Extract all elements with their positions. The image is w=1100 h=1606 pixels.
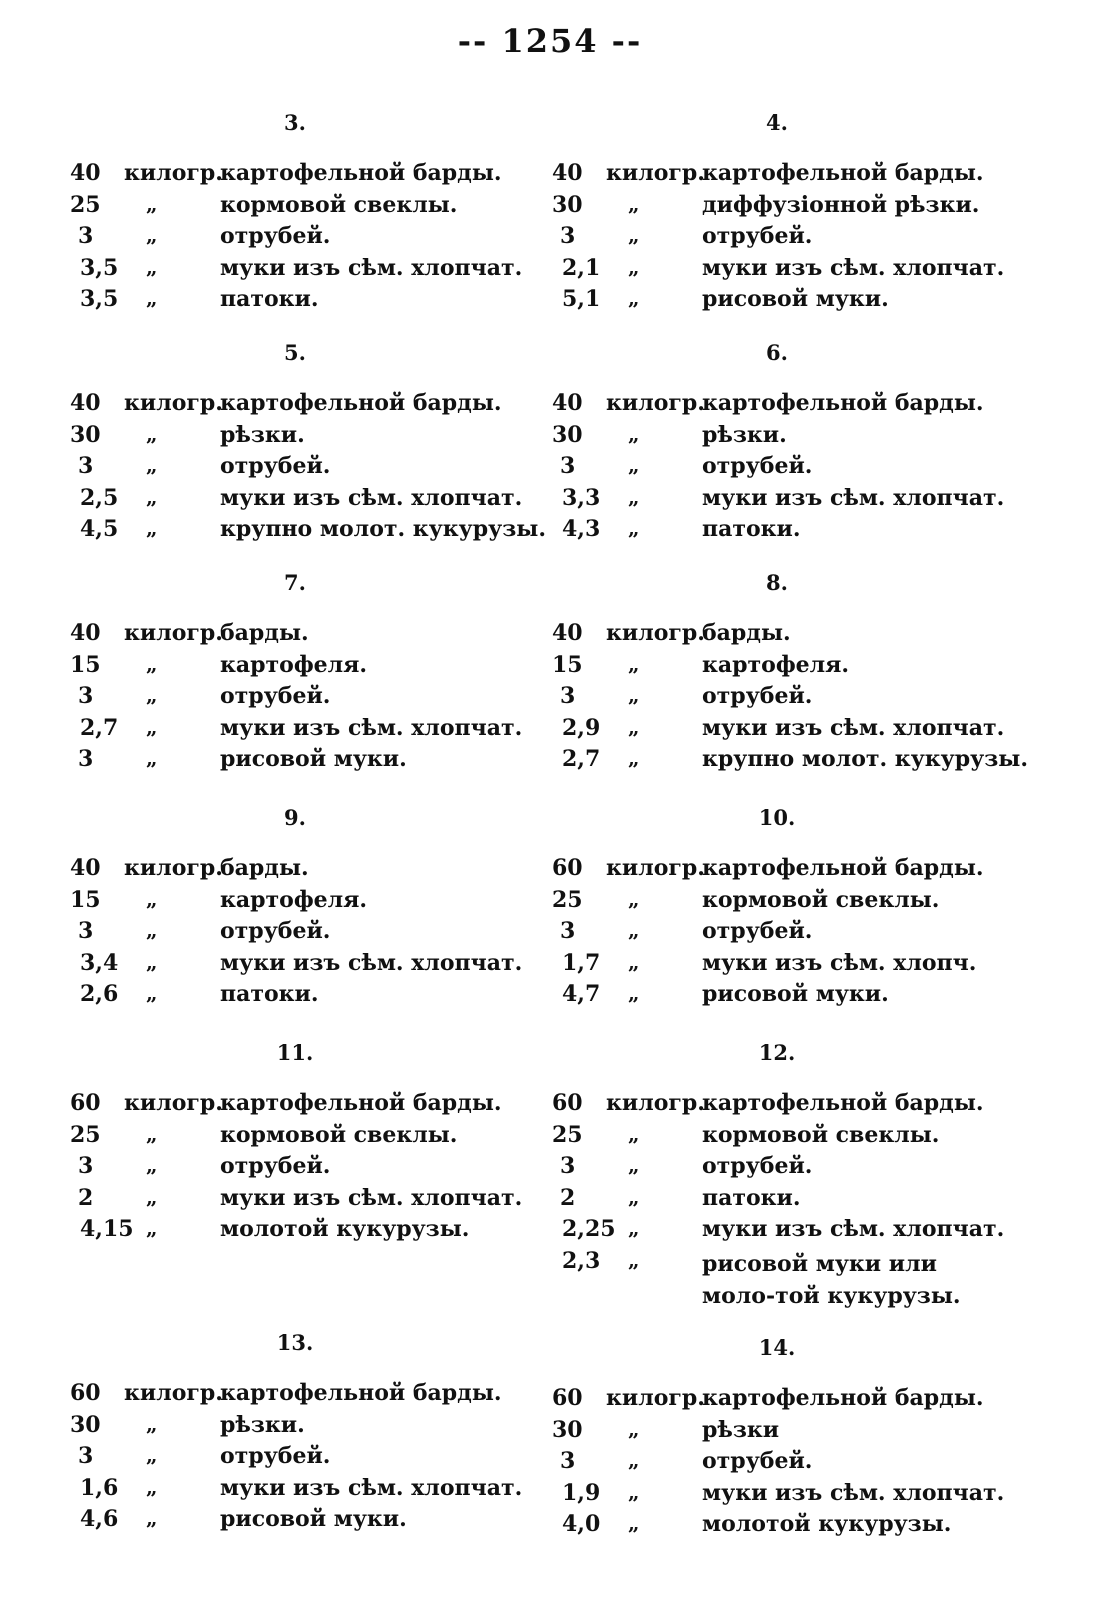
ingredient-name: муки изъ сѣм. хлопчат.	[220, 949, 523, 976]
ingredient-row	[552, 887, 1052, 917]
ingredient-quantity: 1,6	[80, 1474, 119, 1501]
ingredient-quantity: 3	[78, 453, 94, 479]
recipe-number: 3.	[284, 110, 306, 135]
ingredient-unit: килогр.	[124, 855, 223, 881]
ingredient-row	[70, 516, 550, 546]
ingredient-row	[552, 453, 1052, 483]
ingredient-name: муки изъ сѣм. хлопчат.	[220, 254, 523, 281]
ingredient-name: отрубей.	[702, 918, 813, 944]
ingredient-name: рисовой муки.	[220, 1506, 407, 1532]
ditto-mark: „	[628, 191, 640, 216]
ingredient-name: рѣзки	[702, 1416, 780, 1443]
ditto-mark: „	[628, 651, 640, 676]
ingredient-unit: килогр.	[124, 1380, 223, 1406]
ingredient-row	[552, 683, 1052, 713]
ingredient-name: крупно молот. кукурузы.	[220, 516, 546, 542]
ingredient-unit: килогр.	[124, 1090, 223, 1116]
ingredient-quantity: 30	[70, 421, 101, 448]
ingredient-quantity: 1,7	[562, 949, 601, 976]
ingredient-quantity: 25	[552, 1121, 583, 1148]
ditto-mark: „	[628, 886, 640, 911]
ingredient-quantity: 2,1	[562, 254, 601, 281]
ingredient-name: картофельной барды.	[702, 390, 984, 416]
ingredient-quantity: 1,9	[562, 1479, 601, 1506]
ingredient-name: муки изъ сѣм. хлопчат.	[702, 1216, 1005, 1242]
ingredient-quantity: 40	[70, 620, 101, 646]
ditto-mark: „	[146, 981, 158, 1005]
ingredient-name: отрубей.	[702, 453, 813, 479]
ingredient-name: кормовой свеклы.	[220, 1121, 458, 1148]
ingredient-row	[70, 620, 550, 650]
ingredient-quantity: 3,5	[80, 254, 119, 281]
ingredient-name: картофельной барды.	[702, 855, 984, 881]
ditto-mark: „	[628, 223, 640, 247]
recipe-number: 7.	[284, 570, 306, 595]
ingredient-name: рисовой муки.	[702, 981, 889, 1007]
ingredient-row	[552, 485, 1052, 515]
ingredient-row	[70, 1090, 550, 1120]
ingredient-row	[552, 1122, 1052, 1152]
ingredient-row	[552, 918, 1052, 948]
ingredient-row	[552, 255, 1052, 285]
ditto-mark: „	[146, 453, 158, 477]
ingredient-row	[552, 192, 1052, 222]
ingredient-quantity: 25	[70, 191, 101, 218]
ingredient-row	[70, 1185, 550, 1215]
ditto-mark: „	[628, 1416, 640, 1441]
ingredient-quantity: 4,3	[562, 516, 601, 542]
ditto-mark: „	[628, 1153, 640, 1177]
ingredient-quantity: 3,4	[80, 949, 119, 976]
ingredient-name: картофеля.	[702, 651, 850, 678]
ingredient-name: муки изъ сѣм. хлопчат.	[702, 714, 1005, 741]
ingredient-row	[70, 1475, 550, 1505]
recipe-number: 14.	[758, 1335, 796, 1360]
ingredient-name: картофельной барды.	[220, 1090, 502, 1116]
ingredient-name: муки изъ сѣм. хлопчат.	[220, 1184, 523, 1211]
ingredient-unit: килогр.	[606, 855, 705, 881]
ditto-mark: „	[146, 1153, 158, 1177]
ingredient-quantity: 3	[560, 223, 576, 249]
ingredient-quantity: 2,5	[80, 484, 119, 511]
ingredient-quantity: 4,6	[80, 1506, 119, 1532]
ingredient-quantity: 2,7	[80, 714, 119, 741]
ingredient-name: картофельной барды.	[220, 160, 502, 186]
ingredient-quantity: 4,0	[562, 1511, 601, 1537]
ingredient-quantity: 3	[78, 683, 94, 709]
recipe-number: 13.	[276, 1330, 314, 1355]
ingredient-quantity: 3	[78, 223, 94, 249]
ingredient-quantity: 4,7	[562, 981, 601, 1007]
recipe-number: 10.	[758, 805, 796, 830]
ingredient-row	[70, 1412, 550, 1442]
ingredient-row	[552, 1511, 1052, 1541]
ingredient-name: муки изъ сѣм. хлопчат.	[702, 1479, 1005, 1506]
ingredient-quantity: 30	[552, 1416, 583, 1443]
ditto-mark: „	[146, 714, 158, 739]
ingredient-name: молотой кукурузы.	[702, 1511, 952, 1537]
ditto-mark: „	[628, 1479, 640, 1504]
ingredient-name: картофельной барды.	[702, 160, 984, 186]
ditto-mark: „	[628, 421, 640, 446]
ditto-mark: „	[146, 1411, 158, 1436]
ingredient-name: отрубей.	[220, 223, 331, 249]
ingredient-quantity: 3	[560, 1153, 576, 1179]
ingredient-name: отрубей.	[702, 683, 813, 709]
ingredient-row	[70, 683, 550, 713]
ingredient-unit: килогр.	[606, 1385, 705, 1411]
ingredient-name: картофеля.	[220, 886, 368, 913]
ditto-mark: „	[628, 1511, 640, 1535]
ingredient-quantity: 3,3	[562, 484, 601, 511]
ingredient-name: барды.	[220, 620, 309, 646]
ingredient-name: картофельной барды.	[220, 1380, 502, 1406]
ingredient-name: муки изъ сѣм. хлопчат.	[220, 714, 523, 741]
ditto-mark: „	[628, 1448, 640, 1472]
ingredient-name: патоки.	[702, 516, 801, 542]
ingredient-quantity: 4,5	[80, 516, 119, 542]
ingredient-quantity: 15	[70, 886, 101, 913]
ingredient-unit: килогр.	[606, 160, 705, 186]
ditto-mark: „	[628, 981, 640, 1005]
ingredient-quantity: 2,6	[80, 981, 119, 1007]
ingredient-unit: килогр.	[124, 620, 223, 646]
ingredient-row	[552, 652, 1052, 682]
ingredient-name: отрубей.	[220, 918, 331, 944]
ingredient-name: рѣзки.	[702, 421, 787, 448]
ingredient-row	[552, 1385, 1052, 1415]
ingredient-quantity: 25	[552, 886, 583, 913]
ingredient-name: отрубей.	[220, 1443, 331, 1469]
ingredient-unit: килогр.	[124, 390, 223, 416]
ditto-mark: „	[628, 453, 640, 477]
ingredient-quantity: 30	[552, 421, 583, 448]
ingredient-quantity: 30	[70, 1411, 101, 1438]
ingredient-quantity: 3	[560, 1448, 576, 1474]
ingredient-row	[552, 950, 1052, 980]
ingredient-row	[70, 286, 550, 316]
ditto-mark: „	[146, 651, 158, 676]
ingredient-quantity: 2,7	[562, 746, 601, 772]
ingredient-row	[70, 1443, 550, 1473]
ingredient-name: отрубей.	[220, 453, 331, 479]
ingredient-quantity: 25	[70, 1121, 101, 1148]
ingredient-name: патоки.	[220, 286, 319, 312]
ingredient-name: муки изъ сѣм. хлопчат.	[702, 254, 1005, 281]
ditto-mark: „	[146, 1216, 158, 1240]
ingredient-quantity: 15	[70, 651, 101, 678]
ingredient-row	[552, 516, 1052, 546]
ingredient-name: картофельной барды.	[702, 1385, 984, 1411]
ditto-mark: „	[146, 918, 158, 942]
ditto-mark: „	[628, 484, 640, 509]
ingredient-row	[552, 620, 1052, 650]
page-number: -- 1254 --	[457, 22, 643, 60]
ingredient-quantity: 40	[70, 855, 101, 881]
ingredient-row	[70, 887, 550, 917]
ingredient-row	[70, 223, 550, 253]
ingredient-row	[70, 192, 550, 222]
ditto-mark: „	[146, 191, 158, 216]
ditto-mark: „	[146, 1474, 158, 1499]
ingredient-quantity: 60	[70, 1090, 101, 1116]
ingredient-name: рисовой муки или моло-тoй кукурузы.	[702, 1250, 961, 1309]
ingredient-quantity: 2	[560, 1184, 576, 1211]
ditto-mark: „	[628, 746, 640, 770]
ingredient-quantity: 5,1	[562, 286, 601, 312]
ingredient-row	[70, 1380, 550, 1410]
ingredient-row	[552, 746, 1052, 776]
ingredient-name: картофельной барды.	[220, 390, 502, 416]
ditto-mark: „	[628, 1247, 640, 1272]
ingredient-row	[552, 715, 1052, 745]
ditto-mark: „	[146, 484, 158, 509]
ingredient-name: отрубей.	[220, 1153, 331, 1179]
recipe-number: 5.	[284, 340, 306, 365]
ingredient-row	[552, 1090, 1052, 1120]
ingredient-row	[552, 1247, 1052, 1309]
ingredient-quantity: 40	[552, 620, 583, 646]
ingredient-row	[70, 255, 550, 285]
ingredient-name: рисовой муки.	[220, 746, 407, 772]
ditto-mark: „	[628, 254, 640, 279]
ditto-mark: „	[628, 286, 640, 310]
ingredient-name: отрубей.	[220, 683, 331, 709]
recipe-number: 9.	[284, 805, 306, 830]
ditto-mark: „	[146, 254, 158, 279]
ingredient-quantity: 15	[552, 651, 583, 678]
ditto-mark: „	[146, 223, 158, 247]
ditto-mark: „	[146, 286, 158, 310]
ingredient-row	[552, 1216, 1052, 1246]
ingredient-name: муки изъ сѣм. хлопчат.	[702, 484, 1005, 511]
ingredient-row	[70, 855, 550, 885]
ingredient-quantity: 40	[552, 160, 583, 186]
ingredient-unit: килогр.	[606, 390, 705, 416]
ingredient-quantity: 40	[70, 160, 101, 186]
ingredient-unit: килогр.	[124, 160, 223, 186]
ingredient-name: кормовой свеклы.	[702, 886, 940, 913]
ditto-mark: „	[628, 1216, 640, 1240]
ingredient-name: барды.	[220, 855, 309, 881]
ingredient-quantity: 30	[552, 191, 583, 218]
ingredient-row	[552, 223, 1052, 253]
ingredient-row	[70, 485, 550, 515]
ingredient-quantity: 40	[70, 390, 101, 416]
ingredient-unit: килогр.	[606, 620, 705, 646]
ingredient-quantity: 3	[78, 1443, 94, 1469]
recipe-number: 6.	[766, 340, 788, 365]
ingredient-row	[552, 855, 1052, 885]
ingredient-name: кормовой свеклы.	[220, 191, 458, 218]
ingredient-quantity: 40	[552, 390, 583, 416]
ingredient-name: молотой кукурузы.	[220, 1216, 470, 1242]
ingredient-quantity: 60	[70, 1380, 101, 1406]
ingredient-row	[70, 1506, 550, 1536]
ingredient-row	[552, 422, 1052, 452]
ingredient-name: картофельной барды.	[702, 1090, 984, 1116]
ditto-mark: „	[146, 949, 158, 974]
ingredient-row	[70, 160, 550, 190]
ditto-mark: „	[146, 746, 158, 770]
ditto-mark: „	[628, 1121, 640, 1146]
ingredient-name: патоки.	[702, 1184, 801, 1211]
ditto-mark: „	[628, 918, 640, 942]
ingredient-row	[552, 390, 1052, 420]
ingredient-row	[552, 1185, 1052, 1215]
ingredient-quantity: 2,3	[562, 1247, 601, 1274]
ingredient-row	[70, 918, 550, 948]
ingredient-name: рѣзки.	[220, 1411, 305, 1438]
ingredient-quantity: 60	[552, 1385, 583, 1411]
ingredient-quantity: 3	[560, 918, 576, 944]
ingredient-quantity: 3	[560, 683, 576, 709]
ditto-mark: „	[628, 683, 640, 707]
ingredient-quantity: 3	[78, 918, 94, 944]
ingredient-row	[70, 950, 550, 980]
ingredient-name: рѣзки.	[220, 421, 305, 448]
ingredient-row	[552, 1480, 1052, 1510]
ingredient-row	[70, 1122, 550, 1152]
ingredient-row	[70, 453, 550, 483]
ingredient-name: отрубей.	[702, 1448, 813, 1474]
ingredient-name: барды.	[702, 620, 791, 646]
ditto-mark: „	[146, 1184, 158, 1209]
ditto-mark: „	[146, 1121, 158, 1146]
ingredient-quantity: 4,15	[80, 1216, 134, 1242]
recipe-number: 8.	[766, 570, 788, 595]
ingredient-row	[552, 160, 1052, 190]
ditto-mark: „	[146, 1506, 158, 1530]
ingredient-quantity: 3	[560, 453, 576, 479]
ingredient-row	[552, 981, 1052, 1011]
ingredient-row	[70, 390, 550, 420]
ingredient-unit: килогр.	[606, 1090, 705, 1116]
ingredient-quantity: 2,25	[562, 1216, 616, 1242]
ingredient-quantity: 60	[552, 855, 583, 881]
ingredient-name: отрубей.	[702, 1153, 813, 1179]
ingredient-quantity: 3	[78, 1153, 94, 1179]
ingredient-name: кормовой свеклы.	[702, 1121, 940, 1148]
ingredient-row	[70, 1153, 550, 1183]
ingredient-quantity: 2	[78, 1184, 94, 1211]
ingredient-name: муки изъ сѣм. хлопч.	[702, 949, 977, 976]
ingredient-row	[552, 1448, 1052, 1478]
ditto-mark: „	[146, 421, 158, 446]
ingredient-name: муки изъ сѣм. хлопчат.	[220, 1474, 523, 1501]
ingredient-row	[552, 1417, 1052, 1447]
ditto-mark: „	[628, 1184, 640, 1209]
ditto-mark: „	[628, 516, 640, 540]
ingredient-name: патоки.	[220, 981, 319, 1007]
ingredient-row	[70, 715, 550, 745]
ingredient-name: отрубей.	[702, 223, 813, 249]
ditto-mark: „	[146, 1443, 158, 1467]
ditto-mark: „	[146, 516, 158, 540]
ditto-mark: „	[628, 949, 640, 974]
ingredient-row	[70, 981, 550, 1011]
recipe-number: 11.	[276, 1040, 314, 1065]
ingredient-row	[552, 1153, 1052, 1183]
ingredient-row	[70, 746, 550, 776]
ingredient-quantity: 3	[78, 746, 94, 772]
ingredient-quantity: 60	[552, 1090, 583, 1116]
recipe-number: 12.	[758, 1040, 796, 1065]
ingredient-quantity: 3,5	[80, 286, 119, 312]
ditto-mark: „	[146, 683, 158, 707]
ingredient-name: рисовой муки.	[702, 286, 889, 312]
ingredient-name: крупно молот. кукурузы.	[702, 746, 1028, 772]
ingredient-row	[70, 422, 550, 452]
ingredient-quantity: 2,9	[562, 714, 601, 741]
ditto-mark: „	[146, 886, 158, 911]
ingredient-row	[70, 652, 550, 682]
ingredient-name: картофеля.	[220, 651, 368, 678]
ingredient-name: диффузіонной рѣзки.	[702, 191, 980, 218]
ditto-mark: „	[628, 714, 640, 739]
ingredient-row	[552, 286, 1052, 316]
ingredient-name: муки изъ сѣм. хлопчат.	[220, 484, 523, 511]
ingredient-row	[70, 1216, 550, 1246]
recipe-number: 4.	[766, 110, 788, 135]
